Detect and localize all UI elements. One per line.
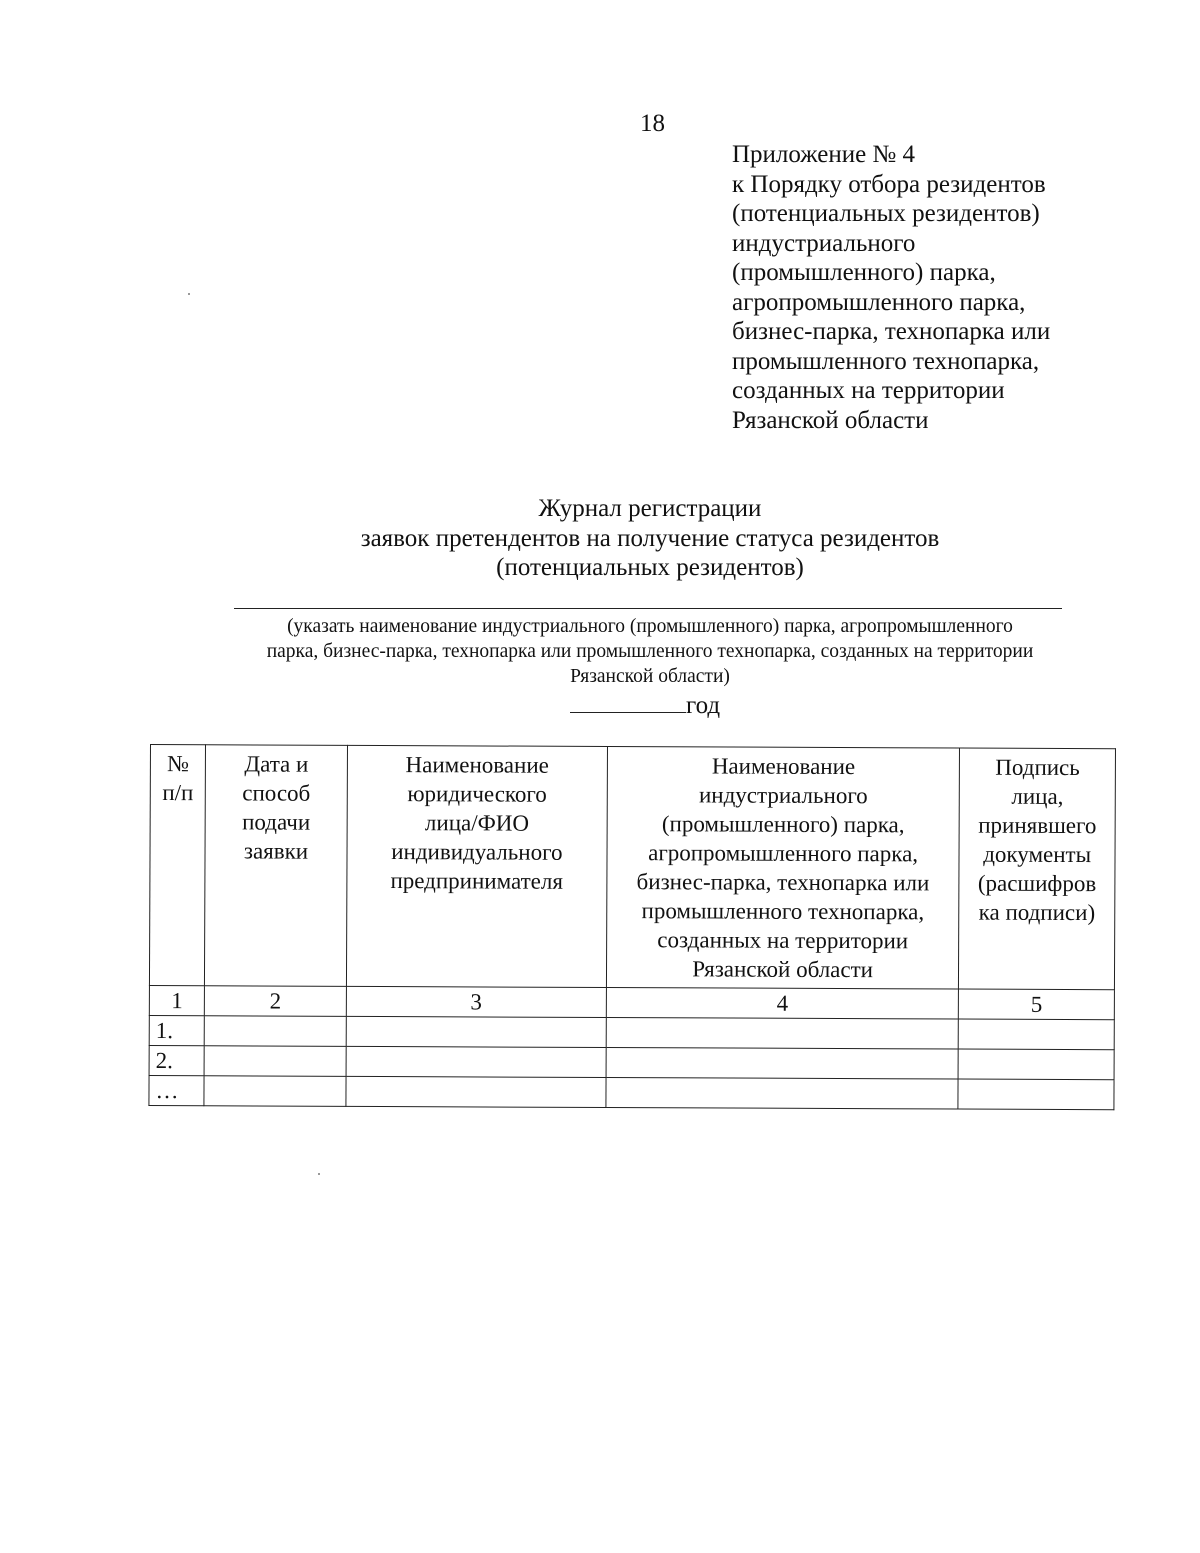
- note-line: (указать наименование индустриального (промышленного) парка, агропромышленного: [287, 616, 1013, 637]
- appendix-block: [732, 140, 1152, 435]
- column-number: 5: [959, 989, 1115, 1020]
- header-line: ка подписи): [978, 899, 1096, 926]
- header-date-method: [205, 745, 348, 987]
- year-field: [570, 690, 720, 720]
- header-line: Подпись: [995, 754, 1080, 781]
- entry-cell[interactable]: [346, 1046, 606, 1077]
- header-line: агропромышленного парка,: [648, 840, 919, 867]
- header-line: (промышленного) парка,: [661, 811, 905, 838]
- appendix-line: агропромышленного парка,: [732, 288, 1026, 316]
- header-line: способ: [242, 780, 311, 806]
- header-number: [149, 745, 205, 986]
- header-line: индустриального: [698, 782, 868, 809]
- header-line: промышленного технопарка,: [641, 898, 925, 925]
- column-number: 3: [346, 986, 606, 1017]
- header-line: документы: [983, 841, 1092, 868]
- entry-cell[interactable]: [204, 1016, 346, 1047]
- column-number: 2: [205, 986, 347, 1017]
- header-line: заявки: [243, 838, 309, 864]
- header-line: лица/ФИО: [424, 810, 530, 836]
- entry-cell[interactable]: [346, 1076, 606, 1107]
- header-line: Наименование: [711, 753, 856, 780]
- table-row: [149, 1045, 1114, 1079]
- header-line: Дата и: [244, 751, 309, 777]
- header-line: Рязанской области: [692, 956, 874, 983]
- title-line: (потенциальных резидентов): [496, 554, 804, 581]
- appendix-line: созданных на территории: [732, 377, 1005, 404]
- row-number: 2.: [149, 1045, 204, 1075]
- entry-cell[interactable]: [606, 1077, 959, 1109]
- year-label: год: [686, 692, 721, 719]
- header-line: предпринимателя: [390, 868, 564, 894]
- header-line: п/п: [162, 780, 194, 806]
- header-applicant-name: [346, 745, 607, 987]
- column-number-row: [149, 985, 1114, 1019]
- header-line: Наименование: [405, 752, 549, 778]
- column-number: 1: [149, 985, 204, 1015]
- appendix-line: Приложение № 4: [732, 141, 916, 168]
- entry-cell[interactable]: [346, 1016, 606, 1047]
- row-number: …: [149, 1075, 204, 1105]
- header-line: №: [166, 751, 190, 777]
- document-title: [250, 494, 1050, 583]
- page-number: 18: [640, 110, 665, 137]
- note-line: Рязанской области): [570, 666, 730, 687]
- appendix-line: промышленного технопарка,: [732, 347, 1040, 375]
- title-line: заявок претендентов на получение статуса резидентов: [360, 524, 940, 552]
- note-line: парка, бизнес-парка, технопарка или промышленного технопарка, созданных на территории: [266, 641, 1034, 662]
- header-row: [149, 745, 1115, 990]
- journal-table: [148, 744, 1116, 1110]
- column-number: 4: [606, 987, 959, 1019]
- entry-cell[interactable]: [606, 1017, 959, 1049]
- header-line: (расшифров: [977, 870, 1097, 897]
- entry-cell[interactable]: [958, 1079, 1114, 1110]
- entry-cell[interactable]: [958, 1049, 1114, 1080]
- header-line: подачи: [242, 809, 311, 835]
- appendix-line: (потенциальных резидентов): [732, 200, 1040, 227]
- appendix-line: индустриального: [732, 229, 916, 257]
- header-line: лица,: [1011, 783, 1064, 809]
- header-line: индивидуального: [391, 839, 563, 865]
- table-row: [149, 1075, 1114, 1109]
- header-line: бизнес-парка, технопарка или: [636, 869, 930, 896]
- park-name-instruction: [200, 614, 1100, 689]
- header-line: созданных на территории: [657, 927, 909, 954]
- row-number: 1.: [149, 1015, 204, 1045]
- header-signature: [959, 748, 1116, 990]
- header-line: принявшего: [978, 812, 1097, 839]
- scan-speck: [318, 1173, 320, 1175]
- header-park-name: [606, 746, 960, 989]
- title-line: Журнал регистрации: [538, 495, 762, 522]
- table-row: [149, 1015, 1114, 1049]
- entry-cell[interactable]: [958, 1019, 1114, 1050]
- park-name-fill-line[interactable]: [234, 608, 1062, 609]
- scan-speck: [188, 293, 190, 295]
- appendix-line: (промышленного) парка,: [732, 259, 996, 286]
- appendix-line: бизнес-парка, технопарка или: [732, 318, 1051, 345]
- appendix-line: к Порядку отбора резидентов: [732, 170, 1046, 198]
- header-line: юридического: [407, 781, 547, 807]
- entry-cell[interactable]: [606, 1047, 959, 1079]
- entry-cell[interactable]: [204, 1076, 346, 1107]
- appendix-line: Рязанской области: [732, 406, 929, 434]
- entry-cell[interactable]: [204, 1046, 346, 1077]
- year-blank[interactable]: [570, 690, 686, 713]
